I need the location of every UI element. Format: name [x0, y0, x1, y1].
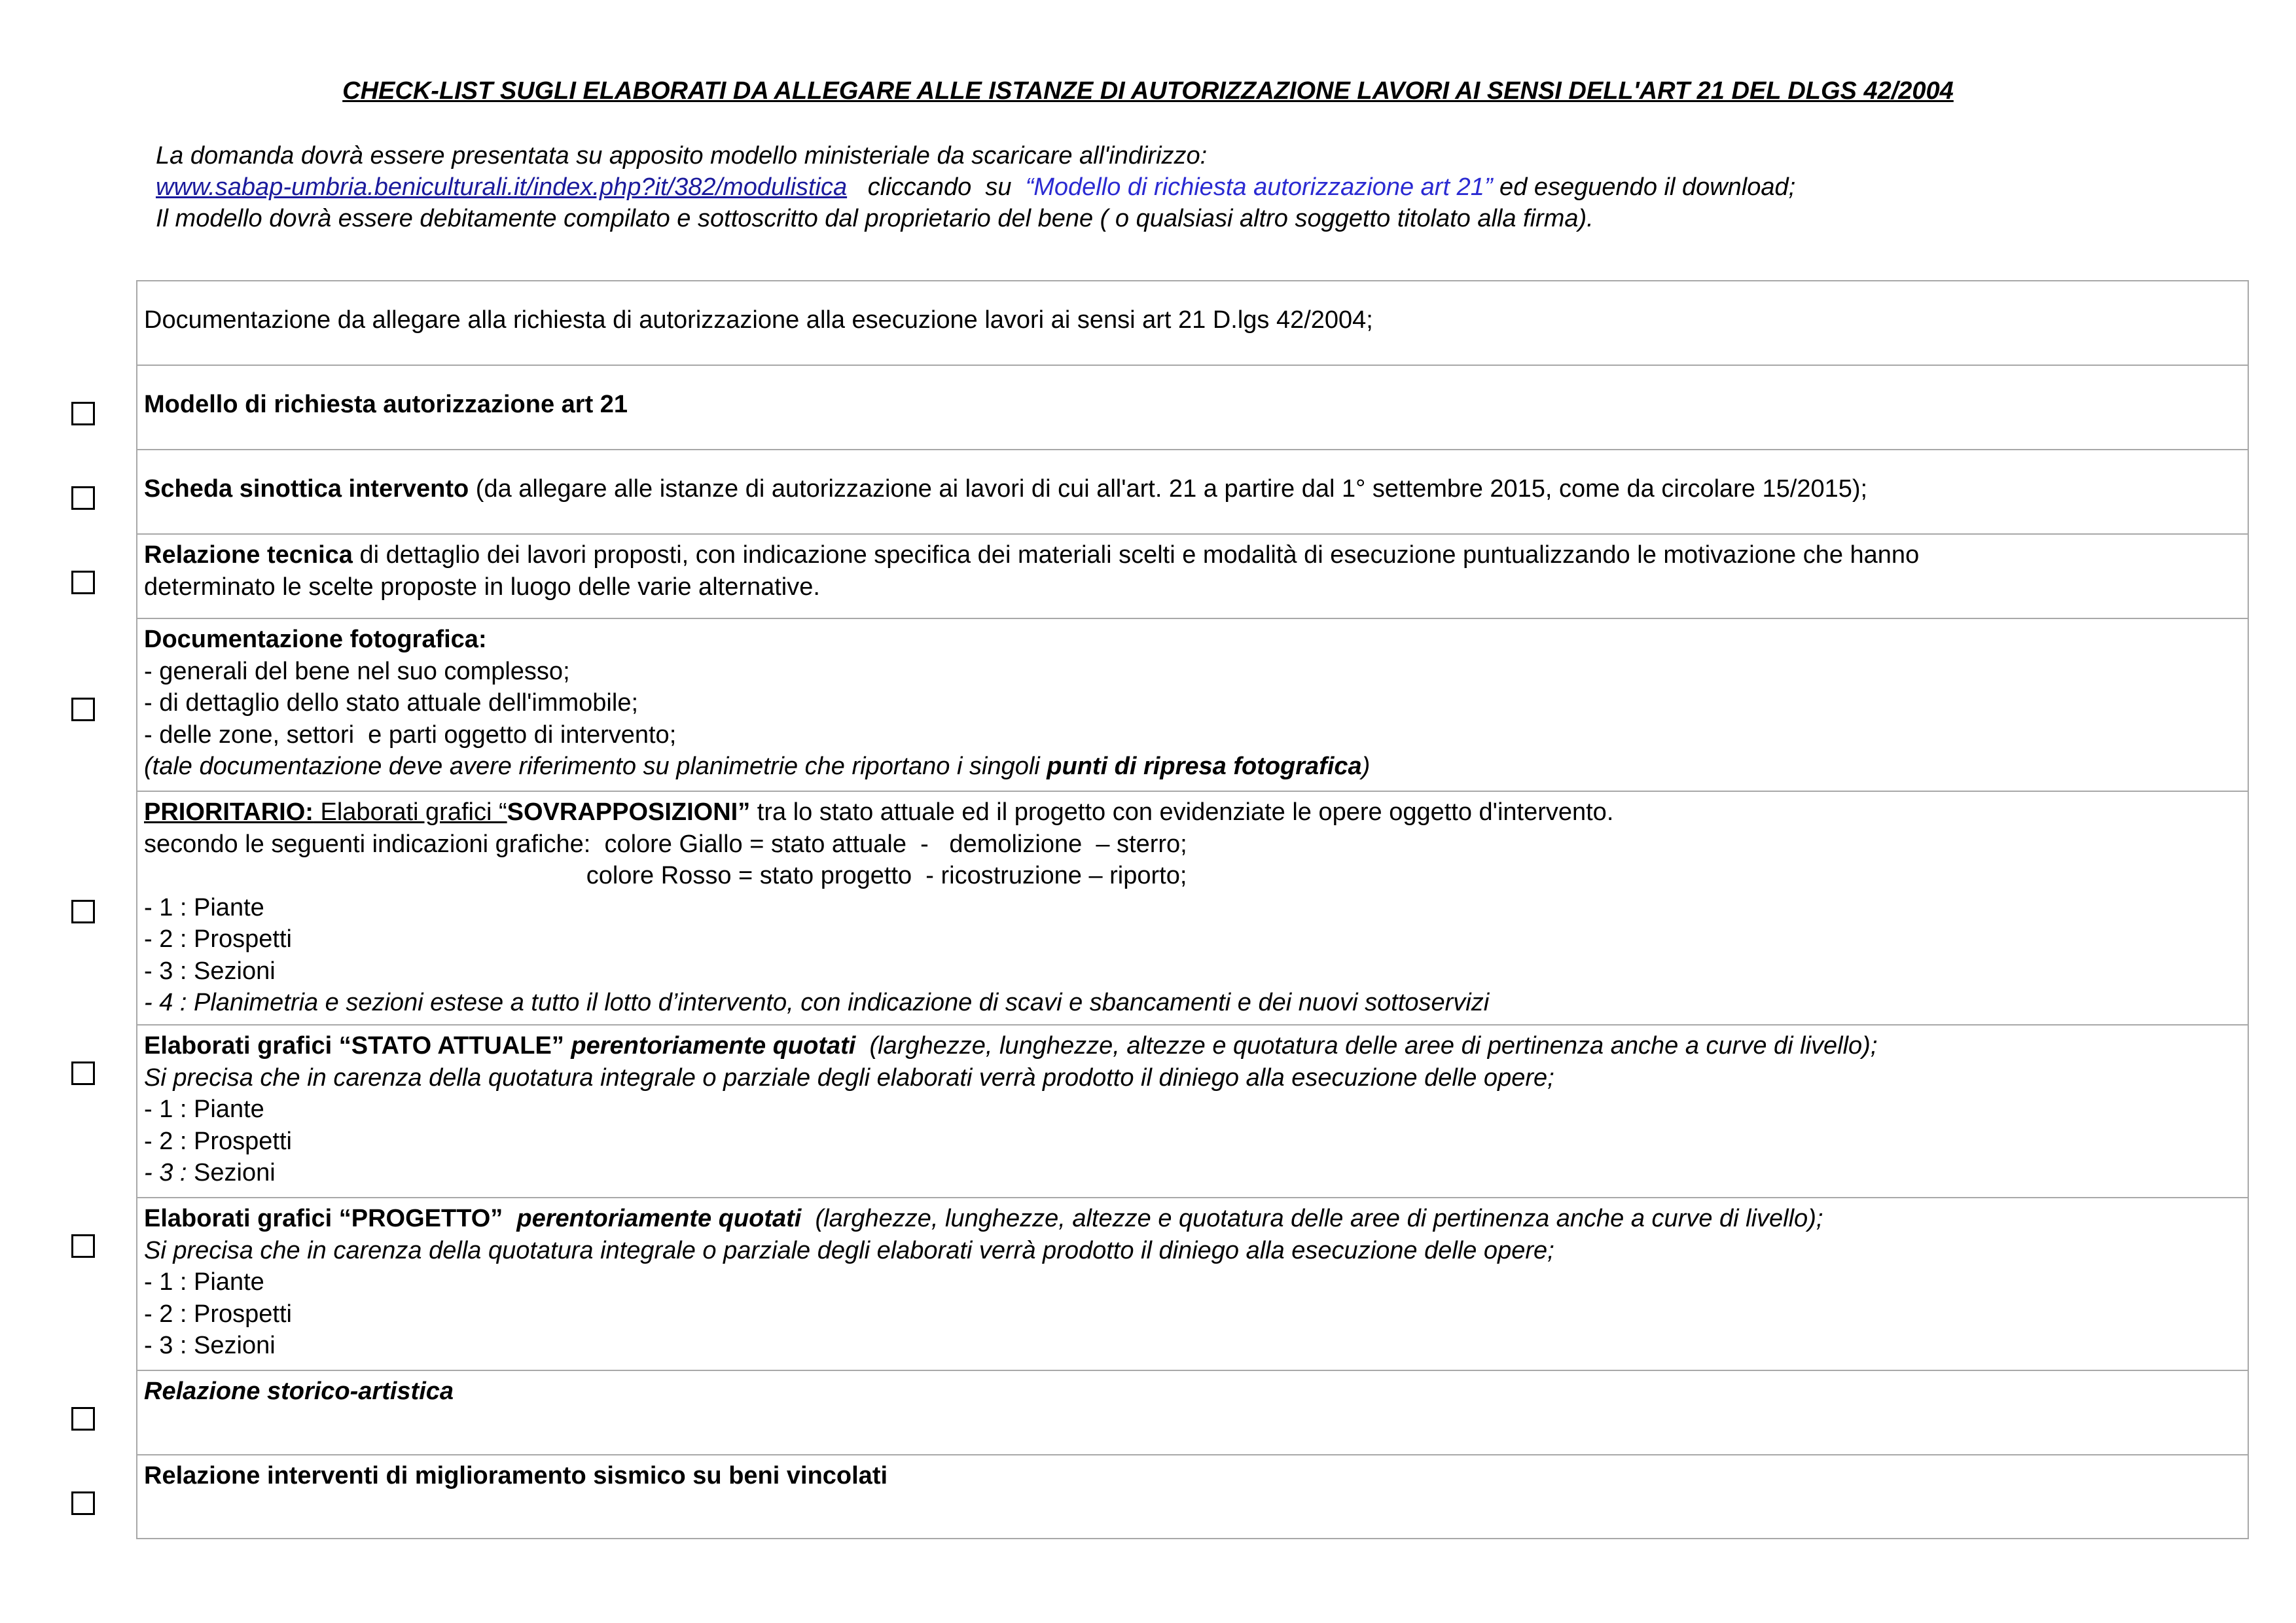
row-text [144, 792, 2241, 1019]
row-text: Relazione interventi di miglioramento sismico su beni vincolati [144, 1462, 888, 1489]
table-row [136, 1454, 2249, 1539]
row-text: Relazione storico-artistica [144, 1378, 454, 1405]
row-detail-line-2: determinato le scelte proposte in luogo delle varie alternative. [144, 573, 820, 601]
page-title: CHECK-LIST SUGLI ELABORATI DA ALLEGARE ALLE ISTANZE DI AUTORIZZAZIONE LAVORI AI SENSI DELL'ART 21 DEL DLGS 42/2004 [342, 77, 1954, 105]
row-bold-italic: perentoriamente quotati [516, 1205, 802, 1232]
intro-tail-text: ed eseguendo il download; [1492, 173, 1796, 201]
row-line: - di dettaglio dello stato attuale dell'immobile; [144, 689, 639, 717]
table-row [136, 791, 2249, 1024]
row-bold-label: Relazione tecnica [144, 541, 353, 569]
row-text: Modello di richiesta autorizzazione art 21 [144, 391, 628, 418]
modulistica-link[interactable]: www.sabap-umbria.beniculturali.it/index.php?it/382/modulistica [156, 173, 848, 201]
row-text [144, 535, 2241, 603]
checkbox[interactable] [71, 900, 95, 923]
table-row [136, 1370, 2249, 1454]
intro-line-2 [156, 171, 1795, 203]
row-detail: di dettaglio dei lavori proposti, con indicazione specifica dei materiali scelti e modalità di esecuzione puntualizzando le motivazione che hanno [352, 541, 1920, 569]
row-detail: Elaborati grafici “ [313, 798, 507, 826]
row-bold-label: Documentazione fotografica: [144, 626, 487, 653]
table-row [136, 533, 2249, 618]
row-line-prefix: - 3 : [144, 1159, 187, 1186]
table-row [136, 1024, 2249, 1197]
checkbox[interactable] [71, 1234, 95, 1258]
row-line-first [144, 1203, 2241, 1235]
row-line: colore Rosso = stato progetto - ricostruzione – riporto; [144, 862, 1187, 889]
checklist-table [136, 280, 2249, 1539]
row-detail: (da allegare alle istanze di autorizzazione ai lavori di cui all'art. 21 a partire dal 1° settembre 2015, come da circolare 15/2015); [469, 475, 1868, 503]
row-line: - delle zone, settori e parti oggetto di intervento; [144, 721, 677, 749]
row-line-first [144, 796, 2241, 829]
row-line: - generali del bene nel suo complesso; [144, 657, 570, 685]
note-close: ) [1361, 753, 1371, 780]
row-line: - 1 : Piante [144, 1096, 264, 1123]
intro-mid-text: cliccando su [847, 173, 1026, 201]
row-detail: (larghezze, lunghezze, altezze e quotatura delle aree di pertinenza anche a curve di livello); [801, 1205, 1823, 1232]
row-line: Si precisa che in carenza della quotatura integrale o parziale degli elaborati verrà prodotto il diniego alla esecuzione delle opere; [144, 1236, 1554, 1264]
row-line: - 2 : Prospetti [144, 1300, 292, 1328]
checkbox[interactable] [71, 571, 95, 594]
row-bold-label: Elaborati grafici “STATO ATTUALE” [144, 1032, 571, 1060]
table-row [136, 365, 2249, 449]
row-text [144, 1198, 2241, 1362]
intro-block [156, 140, 1795, 234]
row-bold-label: SOVRAPPOSIZIONI” [507, 798, 751, 826]
checkbox[interactable] [71, 698, 95, 721]
row-line: - 1 : Piante [144, 893, 264, 921]
note-text: (tale documentazione deve avere riferimento su planimetrie che riportano i singoli [144, 753, 1047, 780]
row-line: secondo le seguenti indicazioni grafiche: colore Giallo = stato attuale - demolizione – sterro; [144, 830, 1187, 858]
row-detail: tra lo stato attuale ed il progetto con evidenziate le opere oggetto d'intervento. [750, 798, 1614, 826]
intro-line-3: Il modello dovrà essere debitamente compilato e sottoscritto dal proprietario del bene ( o qualsiasi altro soggetto titolato alla firma). [156, 205, 1594, 232]
row-bold-label: Elaborati grafici “PROGETTO” [144, 1205, 517, 1232]
table-row [136, 1197, 2249, 1370]
table-row [136, 618, 2249, 791]
table-row-header [136, 280, 2249, 365]
row-line: Si precisa che in carenza della quotatura integrale o parziale degli elaborati verrà prodotto il diniego alla esecuzione delle opere; [144, 1063, 1554, 1092]
row-line-note [144, 751, 2241, 783]
row-bold-italic: perentoriamente quotati [571, 1032, 856, 1060]
prioritario-label: PRIORITARIO: [144, 798, 314, 826]
table-row [136, 449, 2249, 533]
row-line: - 2 : Prospetti [144, 1127, 292, 1155]
row-line: - 4 : Planimetria e sezioni estese a tutto il lotto d’intervento, con indicazione di scavi e sbancamenti e dei nuovi sottoservizi [144, 989, 1490, 1016]
row-line [144, 1157, 2241, 1189]
row-text: Documentazione da allegare alla richiesta di autorizzazione alla esecuzione lavori ai sensi art 21 D.lgs 42/2004; [144, 306, 1373, 334]
checkbox[interactable] [71, 1491, 95, 1515]
row-line: - 3 : Sezioni [144, 1332, 276, 1359]
row-line: - 2 : Prospetti [144, 925, 292, 953]
intro-line-1: La domanda dovrà essere presentata su apposito modello ministeriale da scaricare all'indirizzo: [156, 142, 1208, 169]
checkbox[interactable] [71, 486, 95, 510]
checkbox[interactable] [71, 402, 95, 425]
checkbox[interactable] [71, 1061, 95, 1085]
row-text [144, 619, 2241, 783]
note-bold: punti di ripresa fotografica [1047, 753, 1362, 780]
row-bold-label: Scheda sinottica intervento [144, 475, 469, 503]
row-text [144, 450, 2241, 505]
row-text [144, 1026, 2241, 1189]
row-line-first [144, 1030, 2241, 1062]
row-line: - 1 : Piante [144, 1268, 264, 1296]
row-line: - 3 : Sezioni [144, 957, 276, 985]
model-reference: “Modello di richiesta autorizzazione art 21” [1025, 173, 1493, 201]
row-detail: (larghezze, lunghezze, altezze e quotatura delle aree di pertinenza anche a curve di livello); [855, 1032, 1878, 1060]
checkbox[interactable] [71, 1407, 95, 1431]
row-line-label: Sezioni [187, 1159, 276, 1186]
